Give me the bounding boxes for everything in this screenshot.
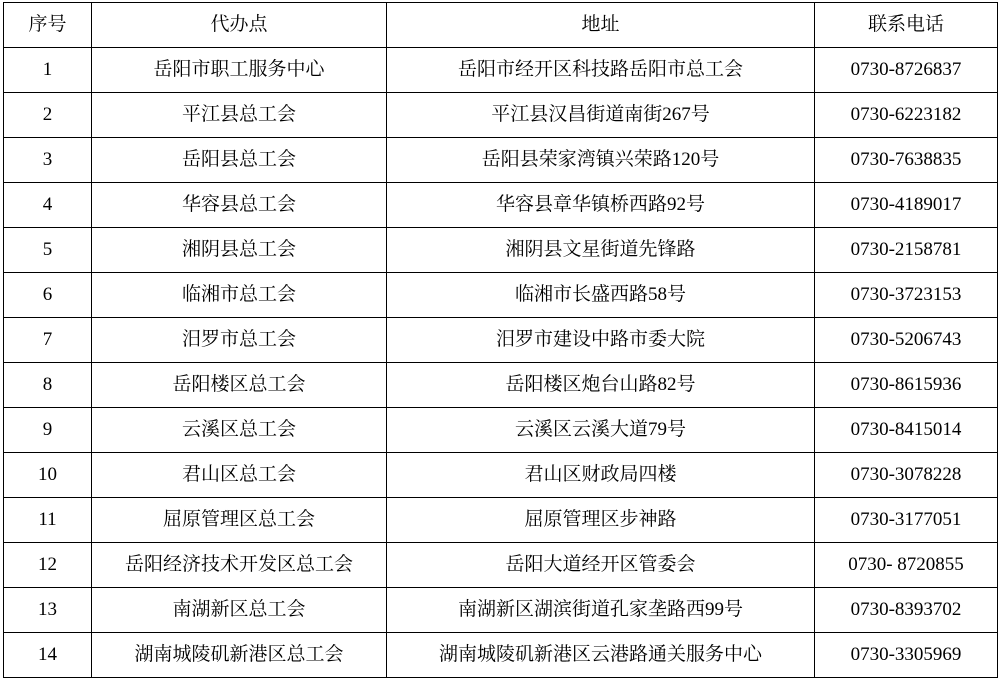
agency-table (3, 2, 998, 678)
table-header (4, 3, 998, 48)
cell-address: 岳阳市经开区科技路岳阳市总工会 (387, 48, 815, 93)
cell-address: 岳阳大道经开区管委会 (387, 543, 815, 588)
cell-agency: 湘阴县总工会 (92, 228, 387, 273)
cell-phone: 0730-8415014 (815, 408, 998, 453)
cell-address: 屈原管理区步神路 (387, 498, 815, 543)
column-header-address: 地址 (387, 3, 815, 48)
cell-index: 11 (4, 498, 92, 543)
column-header-phone: 联系电话 (815, 3, 998, 48)
cell-address: 君山区财政局四楼 (387, 453, 815, 498)
cell-index: 4 (4, 183, 92, 228)
cell-phone: 0730-4189017 (815, 183, 998, 228)
table-header-row (4, 3, 998, 48)
table-row (4, 543, 998, 588)
cell-phone: 0730-3078228 (815, 453, 998, 498)
cell-address: 岳阳楼区炮台山路82号 (387, 363, 815, 408)
cell-index: 9 (4, 408, 92, 453)
cell-address: 岳阳县荣家湾镇兴荣路120号 (387, 138, 815, 183)
document-page (0, 2, 1000, 665)
cell-index: 5 (4, 228, 92, 273)
cell-phone: 0730-3305969 (815, 633, 998, 678)
cell-index: 12 (4, 543, 92, 588)
table-row (4, 633, 998, 678)
cell-address: 云溪区云溪大道79号 (387, 408, 815, 453)
table-row (4, 408, 998, 453)
cell-index: 3 (4, 138, 92, 183)
table-row (4, 48, 998, 93)
table-row (4, 363, 998, 408)
column-header-agency: 代办点 (92, 3, 387, 48)
cell-phone: 0730-8393702 (815, 588, 998, 633)
table-row (4, 498, 998, 543)
cell-agency: 岳阳市职工服务中心 (92, 48, 387, 93)
table-row (4, 453, 998, 498)
cell-agency: 岳阳楼区总工会 (92, 363, 387, 408)
cell-agency: 湖南城陵矶新港区总工会 (92, 633, 387, 678)
cell-address: 湘阴县文星街道先锋路 (387, 228, 815, 273)
cell-phone: 0730-3177051 (815, 498, 998, 543)
cell-phone: 0730-6223182 (815, 93, 998, 138)
cell-index: 13 (4, 588, 92, 633)
cell-index: 1 (4, 48, 92, 93)
cell-address: 平江县汉昌街道南街267号 (387, 93, 815, 138)
cell-index: 7 (4, 318, 92, 363)
cell-agency: 云溪区总工会 (92, 408, 387, 453)
cell-agency: 屈原管理区总工会 (92, 498, 387, 543)
table-row (4, 273, 998, 318)
cell-agency: 岳阳县总工会 (92, 138, 387, 183)
table-row (4, 228, 998, 273)
cell-phone: 0730-5206743 (815, 318, 998, 363)
cell-address: 汨罗市建设中路市委大院 (387, 318, 815, 363)
table-row (4, 183, 998, 228)
cell-phone: 0730-8615936 (815, 363, 998, 408)
table-row (4, 93, 998, 138)
cell-phone: 0730-7638835 (815, 138, 998, 183)
cell-index: 8 (4, 363, 92, 408)
cell-address: 华容县章华镇桥西路92号 (387, 183, 815, 228)
cell-phone: 0730-8726837 (815, 48, 998, 93)
cell-index: 2 (4, 93, 92, 138)
table-row (4, 138, 998, 183)
cell-index: 6 (4, 273, 92, 318)
cell-agency: 汨罗市总工会 (92, 318, 387, 363)
cell-agency: 君山区总工会 (92, 453, 387, 498)
table-row (4, 318, 998, 363)
cell-agency: 平江县总工会 (92, 93, 387, 138)
cell-phone: 0730-2158781 (815, 228, 998, 273)
table-row (4, 588, 998, 633)
cell-address: 临湘市长盛西路58号 (387, 273, 815, 318)
cell-agency: 华容县总工会 (92, 183, 387, 228)
cell-agency: 临湘市总工会 (92, 273, 387, 318)
cell-phone: 0730-3723153 (815, 273, 998, 318)
cell-phone: 0730- 8720855 (815, 543, 998, 588)
table-body (4, 48, 998, 678)
column-header-index: 序号 (4, 3, 92, 48)
cell-agency: 南湖新区总工会 (92, 588, 387, 633)
cell-address: 南湖新区湖滨街道孔家垄路西99号 (387, 588, 815, 633)
cell-index: 14 (4, 633, 92, 678)
cell-address: 湖南城陵矶新港区云港路通关服务中心 (387, 633, 815, 678)
cell-index: 10 (4, 453, 92, 498)
cell-agency: 岳阳经济技术开发区总工会 (92, 543, 387, 588)
